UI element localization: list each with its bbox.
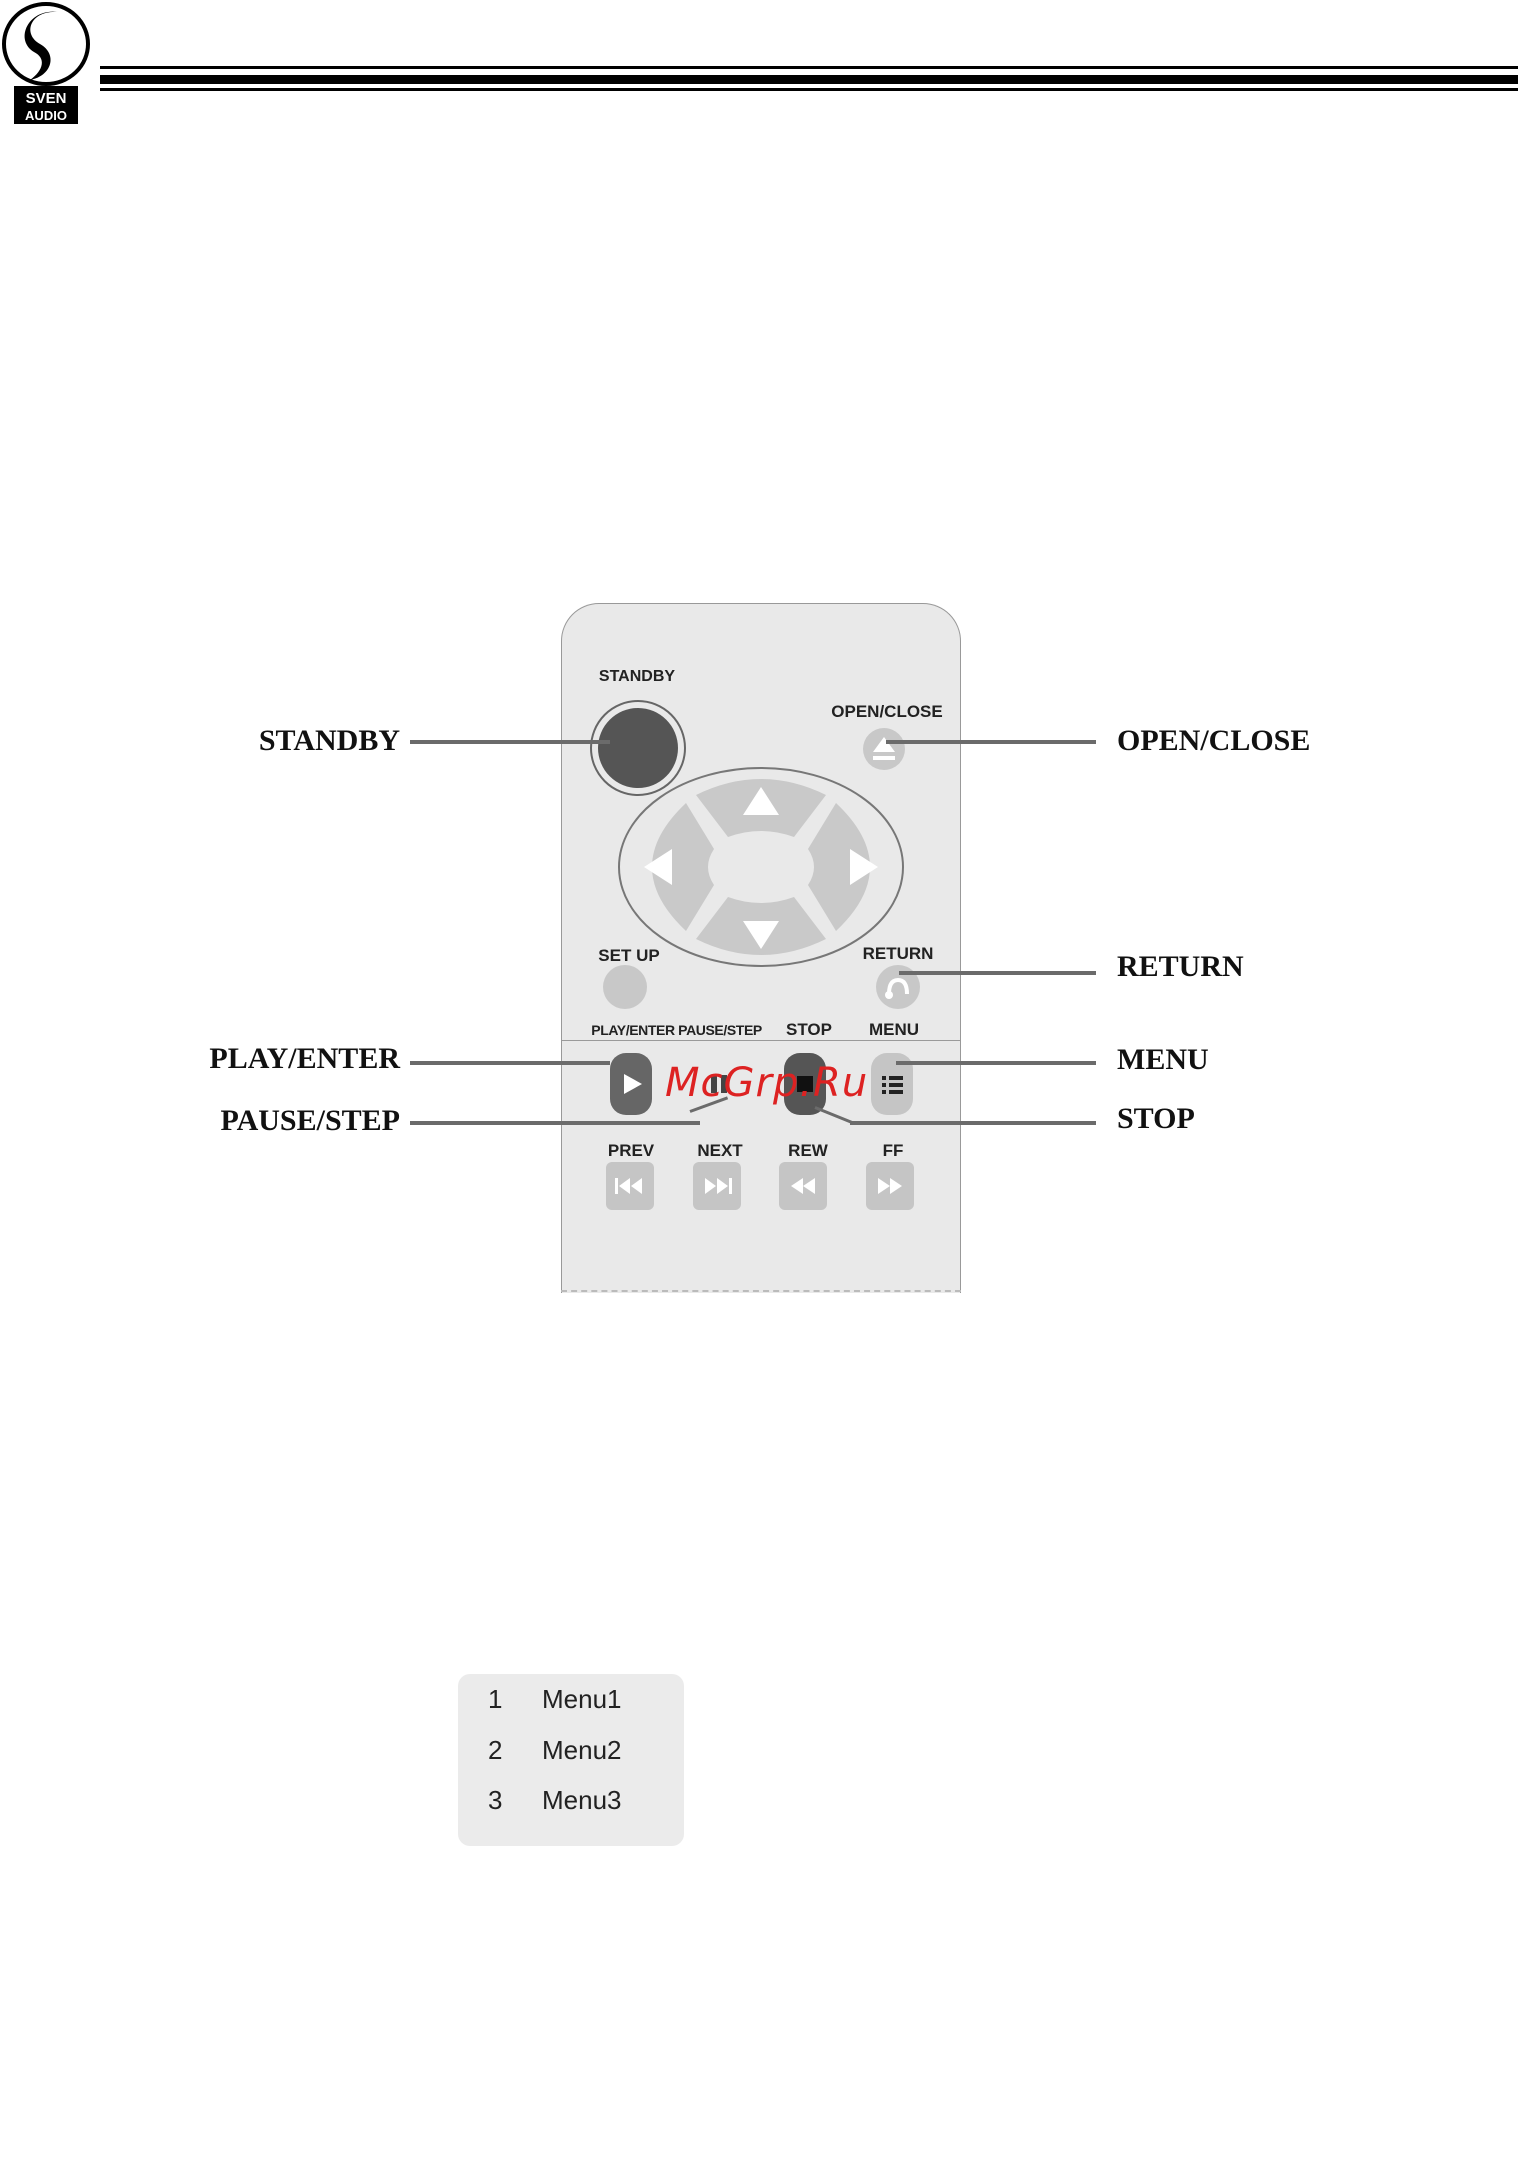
callout-standby: STANDBY <box>258 724 400 757</box>
rewind-icon <box>779 1162 827 1210</box>
next-button[interactable] <box>693 1162 741 1210</box>
leader-line-play-enter <box>410 1061 610 1065</box>
ff-button[interactable] <box>866 1162 914 1210</box>
callout-stop: STOP <box>1117 1102 1195 1135</box>
leader-line-pause-step <box>410 1121 700 1125</box>
leader-line-open-close <box>886 740 1096 744</box>
callout-return: RETURN <box>1117 950 1244 983</box>
remote-label-prev: PREV <box>607 1141 655 1160</box>
menu-item-number: 2 <box>488 1735 503 1765</box>
skip-back-icon <box>606 1162 654 1210</box>
remote-label-rew: REW <box>788 1141 828 1160</box>
menu-item[interactable] <box>458 1674 684 1724</box>
callout-play-enter: PLAY/ENTER <box>209 1042 400 1075</box>
remote-label-return: RETURN <box>862 944 934 963</box>
leader-line-stop <box>850 1121 1096 1125</box>
leader-line-return <box>899 971 1096 975</box>
play-icon <box>610 1053 652 1115</box>
menu-item-number: 1 <box>488 1684 503 1714</box>
logo-text-sven: SVEN <box>25 90 67 107</box>
remote-label-standby: STANDBY <box>598 668 676 685</box>
prev-button[interactable] <box>606 1162 654 1210</box>
play-enter-button[interactable] <box>610 1053 652 1115</box>
logo-text-audio: AUDIO <box>25 108 67 123</box>
watermark: McGrp.Ru <box>665 1060 869 1106</box>
menu-item-label: Menu3 <box>542 1785 622 1815</box>
callout-menu: MENU <box>1117 1043 1209 1076</box>
leader-line-standby <box>410 740 610 744</box>
menu-item-label: Menu2 <box>542 1735 622 1765</box>
remote-label-play-enter: PLAY/ENTER <box>591 1022 675 1038</box>
navigation-pad <box>616 765 906 970</box>
eject-icon <box>863 728 905 770</box>
remote-label-pause-step: PAUSE/STEP <box>678 1022 762 1038</box>
header-rule-thick <box>100 75 1518 84</box>
remote-label-next: NEXT <box>697 1141 743 1160</box>
rew-button[interactable] <box>779 1162 827 1210</box>
remote-label-set-up: SET UP <box>598 946 660 965</box>
leader-line-menu <box>896 1061 1096 1065</box>
remote-label-stop: STOP <box>786 1020 832 1039</box>
skip-forward-icon <box>693 1162 741 1210</box>
open-close-button[interactable] <box>863 728 905 770</box>
menu-item-label: Menu1 <box>542 1684 622 1714</box>
callout-pause-step: PAUSE/STEP <box>220 1104 400 1137</box>
remote-separator-line <box>562 1040 960 1041</box>
menu-item-number: 3 <box>488 1785 503 1815</box>
fast-forward-icon <box>866 1162 914 1210</box>
remote-label-menu: MENU <box>868 1020 920 1039</box>
remote-label-open-close: OPEN/CLOSE <box>831 702 943 721</box>
menu-list-panel <box>458 1674 684 1846</box>
remote-label-ff: FF <box>882 1141 904 1160</box>
menu-item[interactable] <box>458 1775 684 1825</box>
menu-item[interactable] <box>458 1725 684 1775</box>
callout-open-close: OPEN/CLOSE <box>1117 724 1311 757</box>
header-rule-thin-top <box>100 66 1518 69</box>
sven-audio-logo <box>0 0 92 128</box>
header-rule-thin-bottom <box>100 88 1518 91</box>
set-up-button[interactable] <box>603 965 647 1009</box>
remote-bottom-edge <box>561 1290 961 1295</box>
